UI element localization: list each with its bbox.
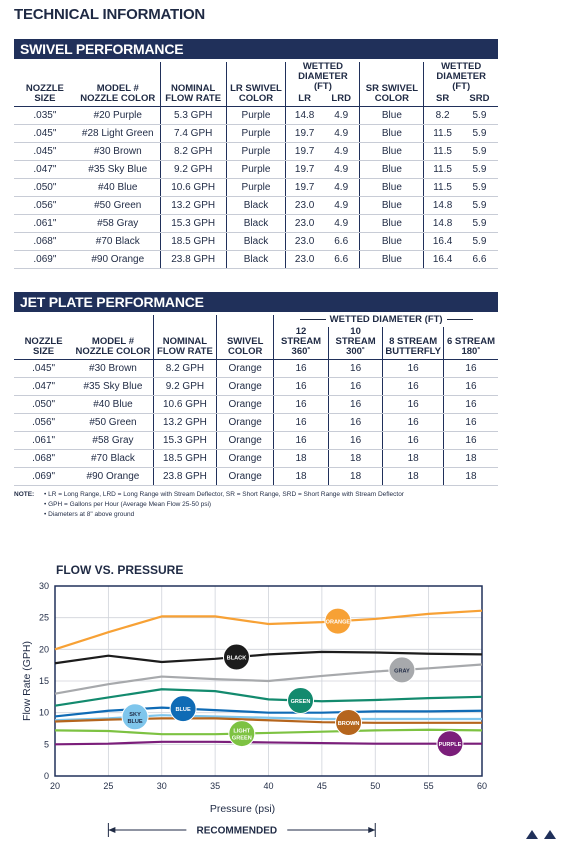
table-row <box>14 125 498 143</box>
table-cell: 18 <box>274 450 329 468</box>
chart-title: FLOW VS. PRESSURE <box>56 563 184 577</box>
table-cell: 5.9 <box>461 215 498 233</box>
table-cell: 16 <box>274 378 329 396</box>
x-tick-label: 30 <box>156 781 167 791</box>
table-cell: Orange <box>217 468 274 486</box>
table-cell: Blue <box>360 107 424 125</box>
table-cell: #50 Green <box>76 197 160 215</box>
col-wetted-diameter-sr: WETTED DIAMETER (FT) <box>436 61 486 92</box>
series-label: GREEN <box>231 735 252 742</box>
stream-6-label: 6 STREAM <box>446 336 495 347</box>
table-cell: .047" <box>14 378 73 396</box>
table-cell: Purple <box>226 125 286 143</box>
x-tick-label: 20 <box>49 781 61 791</box>
jet-plate-performance-table <box>14 315 498 486</box>
col-lrd: LRD <box>323 94 360 107</box>
flow-vs-pressure-chart <box>0 574 570 844</box>
series-label: BLACK <box>226 655 247 662</box>
table-cell: 11.5 <box>424 143 461 161</box>
jet-col-10-stream <box>328 327 383 360</box>
y-tick-label: 0 <box>43 771 49 781</box>
table-row <box>14 161 498 179</box>
table-cell: #40 Blue <box>73 396 153 414</box>
table-row <box>14 396 498 414</box>
series-label: GRAY <box>394 668 410 675</box>
table-cell: #58 Gray <box>76 215 160 233</box>
table-cell: 16 <box>328 378 383 396</box>
table-cell: 16 <box>383 378 444 396</box>
table-row <box>14 107 498 125</box>
table-cell: 15.3 GPH <box>153 432 216 450</box>
arrow-right-icon <box>447 319 473 320</box>
recommended-label: RECOMMENDED <box>196 825 278 837</box>
jet-col-nozzle-size: NOZZLE SIZE <box>14 315 73 360</box>
series-label: PURPLE <box>438 742 462 749</box>
table-cell: Orange <box>217 432 274 450</box>
table-cell: 9.2 GPH <box>153 378 216 396</box>
table-cell: 7.4 GPH <box>160 125 226 143</box>
table-cell: .050" <box>14 396 73 414</box>
y-tick-label: 15 <box>38 676 49 686</box>
col-nominal-flow-rate: NOMINAL FLOW RATE <box>160 62 226 107</box>
table-cell: #70 Black <box>76 233 160 251</box>
jet-col-swivel-color: SWIVEL COLOR <box>217 315 274 360</box>
table-cell: .069" <box>14 251 76 269</box>
table-cell: 14.8 <box>424 215 461 233</box>
table-cell: .069" <box>14 468 73 486</box>
x-axis-label: Pressure (psi) <box>209 803 276 815</box>
x-tick-label: 60 <box>476 781 488 791</box>
table-row <box>14 251 498 269</box>
stream-10-label: 10 STREAM <box>335 326 376 347</box>
table-cell: 4.9 <box>323 143 360 161</box>
table-cell: 16 <box>443 432 498 450</box>
col-sr: SR <box>424 94 461 107</box>
table-cell: #58 Gray <box>73 432 153 450</box>
table-cell: 23.8 GPH <box>153 468 216 486</box>
table-cell: 18 <box>274 468 329 486</box>
table-cell: Black <box>226 251 286 269</box>
jet-col-6-stream <box>443 327 498 360</box>
col-lr-swivel-color: LR SWIVEL COLOR <box>226 62 286 107</box>
x-tick-label: 35 <box>210 781 221 791</box>
jet-col-8-stream <box>383 327 444 360</box>
table-cell: Blue <box>360 233 424 251</box>
table-cell: 18.5 GPH <box>160 233 226 251</box>
table-cell: 8.2 GPH <box>160 143 226 161</box>
table-cell: #90 Orange <box>76 251 160 269</box>
table-cell: .045" <box>14 360 73 378</box>
arrow-left-icon <box>300 319 326 320</box>
table-cell: 4.9 <box>323 179 360 197</box>
y-tick-label: 20 <box>38 644 49 655</box>
table-cell: 14.8 <box>286 107 323 125</box>
table-cell: #35 Sky Blue <box>73 378 153 396</box>
swivel-section-title: SWIVEL PERFORMANCE <box>14 39 498 59</box>
table-cell: Blue <box>360 143 424 161</box>
col-model-nozzle-color: MODEL # NOZZLE COLOR <box>76 62 160 107</box>
series-label: BLUE <box>175 707 191 714</box>
table-cell: 23.0 <box>286 197 323 215</box>
table-cell: Black <box>226 215 286 233</box>
stream-10-angle: 300˚ <box>346 346 366 357</box>
y-tick-label: 10 <box>38 707 49 718</box>
table-row <box>14 414 498 432</box>
table-cell: 4.9 <box>323 161 360 179</box>
table-cell: 8.2 GPH <box>153 360 216 378</box>
table-cell: 8.2 <box>424 107 461 125</box>
table-cell: 18 <box>328 450 383 468</box>
series-label: ORANGE <box>325 619 351 626</box>
table-cell: .068" <box>14 233 76 251</box>
table-cell: Black <box>226 233 286 251</box>
table-cell: 6.6 <box>323 233 360 251</box>
col-sr-swivel-color: SR SWIVEL COLOR <box>360 62 424 107</box>
table-cell: 11.5 <box>424 179 461 197</box>
table-cell: #20 Purple <box>76 107 160 125</box>
table-row <box>14 143 498 161</box>
table-cell: 10.6 GPH <box>153 396 216 414</box>
stream-12-angle: 360˚ <box>291 346 311 357</box>
x-tick-label: 50 <box>370 781 381 791</box>
table-cell: 5.9 <box>461 143 498 161</box>
page-title: TECHNICAL INFORMATION <box>14 6 206 23</box>
table-cell: 23.0 <box>286 233 323 251</box>
table-cell: 16 <box>328 432 383 450</box>
table-cell: 16 <box>274 432 329 450</box>
table-cell: #50 Green <box>73 414 153 432</box>
table-cell: 11.5 <box>424 161 461 179</box>
table-cell: 4.9 <box>323 125 360 143</box>
table-cell: Purple <box>226 161 286 179</box>
table-cell: 6.6 <box>461 251 498 269</box>
table-cell: 5.3 GPH <box>160 107 226 125</box>
table-cell: 23.0 <box>286 251 323 269</box>
table-cell: .045" <box>14 125 76 143</box>
col-srd: SRD <box>461 94 498 107</box>
table-cell: Blue <box>360 251 424 269</box>
table-cell: 16 <box>443 414 498 432</box>
x-tick-label: 45 <box>316 781 327 791</box>
table-cell: 19.7 <box>286 179 323 197</box>
table-cell: 13.2 GPH <box>153 414 216 432</box>
series-label: LIGHT <box>233 728 251 735</box>
table-cell: 16 <box>328 360 383 378</box>
table-cell: 23.8 GPH <box>160 251 226 269</box>
y-tick-label: 25 <box>38 612 49 623</box>
table-cell: 4.9 <box>323 215 360 233</box>
table-row <box>14 233 498 251</box>
table-cell: 6.6 <box>323 251 360 269</box>
table-cell: 23.0 <box>286 215 323 233</box>
table-cell: 13.2 GPH <box>160 197 226 215</box>
table-cell: 16 <box>443 396 498 414</box>
table-row <box>14 432 498 450</box>
table-cell: 18 <box>443 468 498 486</box>
table-cell: 18 <box>328 468 383 486</box>
table-cell: .061" <box>14 215 76 233</box>
table-cell: 16 <box>383 414 444 432</box>
jet-col-wetted-diameter <box>274 315 498 327</box>
series-label: GREEN <box>290 699 311 706</box>
table-cell: 16 <box>383 432 444 450</box>
table-cell: #90 Orange <box>73 468 153 486</box>
col-wetted-diameter-lr: WETTED DIAMETER (FT) <box>286 62 360 94</box>
table-cell: 19.7 <box>286 143 323 161</box>
table-row <box>14 215 498 233</box>
table-cell: 16 <box>328 396 383 414</box>
note-item: • GPH = Gallons per Hour (Average Mean Flow 25-50 psi) <box>44 500 404 510</box>
table-cell: #35 Sky Blue <box>76 161 160 179</box>
table-cell: Orange <box>217 414 274 432</box>
stream-12-label: 12 STREAM <box>280 326 322 347</box>
table-cell: Blue <box>360 197 424 215</box>
table-cell: Purple <box>226 107 286 125</box>
y-tick-label: 5 <box>43 739 49 750</box>
jet-section-title: JET PLATE PERFORMANCE <box>14 292 498 312</box>
table-cell: 18 <box>383 468 444 486</box>
table-cell: Blue <box>360 179 424 197</box>
brand-mark-icon <box>524 828 560 840</box>
x-tick-label: 55 <box>423 781 434 791</box>
table-cell: Orange <box>217 396 274 414</box>
arrow-right-icon <box>368 827 375 833</box>
table-cell: .045" <box>14 143 76 161</box>
table-cell: 18 <box>383 450 444 468</box>
table-cell: #30 Brown <box>76 143 160 161</box>
table-cell: Purple <box>226 179 286 197</box>
col-lr: LR <box>286 94 323 107</box>
table-cell: Purple <box>226 143 286 161</box>
table-cell: 16 <box>274 414 329 432</box>
table-cell: 16.4 <box>424 251 461 269</box>
note-item: • LR = Long Range, LRD = Long Range with Stream Deflector, SR = Short Range, SRD = Short Range with Stream Deflector <box>44 490 404 500</box>
table-row <box>14 468 498 486</box>
table-cell: 5.9 <box>461 125 498 143</box>
stream-8-label: 8 STREAM <box>389 336 438 347</box>
table-cell: #40 Blue <box>76 179 160 197</box>
table-row <box>14 378 498 396</box>
series-label: BROWN <box>337 720 360 727</box>
table-cell: Orange <box>217 450 274 468</box>
table-cell: .061" <box>14 432 73 450</box>
table-cell: .035" <box>14 107 76 125</box>
table-row <box>14 450 498 468</box>
table-cell: 16 <box>274 360 329 378</box>
table-cell: 16.4 <box>424 233 461 251</box>
table-cell: 4.9 <box>323 197 360 215</box>
table-cell: #28 Light Green <box>76 125 160 143</box>
jet-col-nominal-flow-rate: NOMINAL FLOW RATE <box>153 315 216 360</box>
table-cell: Orange <box>217 378 274 396</box>
table-cell: 5.9 <box>461 197 498 215</box>
table-cell: 19.7 <box>286 161 323 179</box>
table-row <box>14 179 498 197</box>
y-tick-label: 30 <box>38 581 49 591</box>
table-cell: 5.9 <box>461 161 498 179</box>
table-cell: #30 Brown <box>73 360 153 378</box>
table-cell: 16 <box>274 396 329 414</box>
table-cell: Black <box>226 197 286 215</box>
table-cell: .047" <box>14 161 76 179</box>
table-cell: 16 <box>383 360 444 378</box>
table-cell: .056" <box>14 197 76 215</box>
table-row <box>14 360 498 378</box>
notes-label: NOTE: <box>14 491 35 498</box>
col-nozzle-size: NOZZLE SIZE <box>14 62 76 107</box>
x-tick-label: 25 <box>103 781 114 791</box>
wetted-diameter-label: WETTED DIAMETER (FT) <box>329 314 443 325</box>
table-cell: 16 <box>443 378 498 396</box>
table-cell: 19.7 <box>286 125 323 143</box>
table-cell: Blue <box>360 125 424 143</box>
table-cell: 11.5 <box>424 125 461 143</box>
table-cell: Blue <box>360 161 424 179</box>
y-axis-label: Flow Rate (GPH) <box>21 641 33 721</box>
table-cell: 16 <box>383 396 444 414</box>
series-label: BLUE <box>127 718 143 725</box>
table-row <box>14 197 498 215</box>
swivel-performance-table <box>14 62 498 269</box>
table-cell: 18.5 GPH <box>153 450 216 468</box>
jet-col-12-stream <box>274 327 329 360</box>
notes <box>14 490 404 520</box>
table-cell: 16 <box>443 360 498 378</box>
table-cell: #70 Black <box>73 450 153 468</box>
table-cell: 5.9 <box>461 107 498 125</box>
table-cell: .056" <box>14 414 73 432</box>
table-cell: 15.3 GPH <box>160 215 226 233</box>
table-cell: 14.8 <box>424 197 461 215</box>
table-cell: 9.2 GPH <box>160 161 226 179</box>
table-cell: 16 <box>328 414 383 432</box>
note-item: • Diameters at 8" above ground <box>44 510 404 520</box>
table-cell: 5.9 <box>461 233 498 251</box>
stream-8-pattern: BUTTERFLY <box>385 346 441 357</box>
table-cell: 5.9 <box>461 179 498 197</box>
table-cell: .068" <box>14 450 73 468</box>
table-cell: 18 <box>443 450 498 468</box>
jet-col-model-nozzle-color: MODEL # NOZZLE COLOR <box>73 315 153 360</box>
table-cell: Blue <box>360 215 424 233</box>
series-label: SKY <box>129 711 141 718</box>
table-cell: .050" <box>14 179 76 197</box>
table-cell: 10.6 GPH <box>160 179 226 197</box>
table-cell: Orange <box>217 360 274 378</box>
table-cell: 4.9 <box>323 107 360 125</box>
stream-6-angle: 180˚ <box>461 346 481 357</box>
arrow-left-icon <box>108 827 115 833</box>
x-tick-label: 40 <box>263 781 274 791</box>
